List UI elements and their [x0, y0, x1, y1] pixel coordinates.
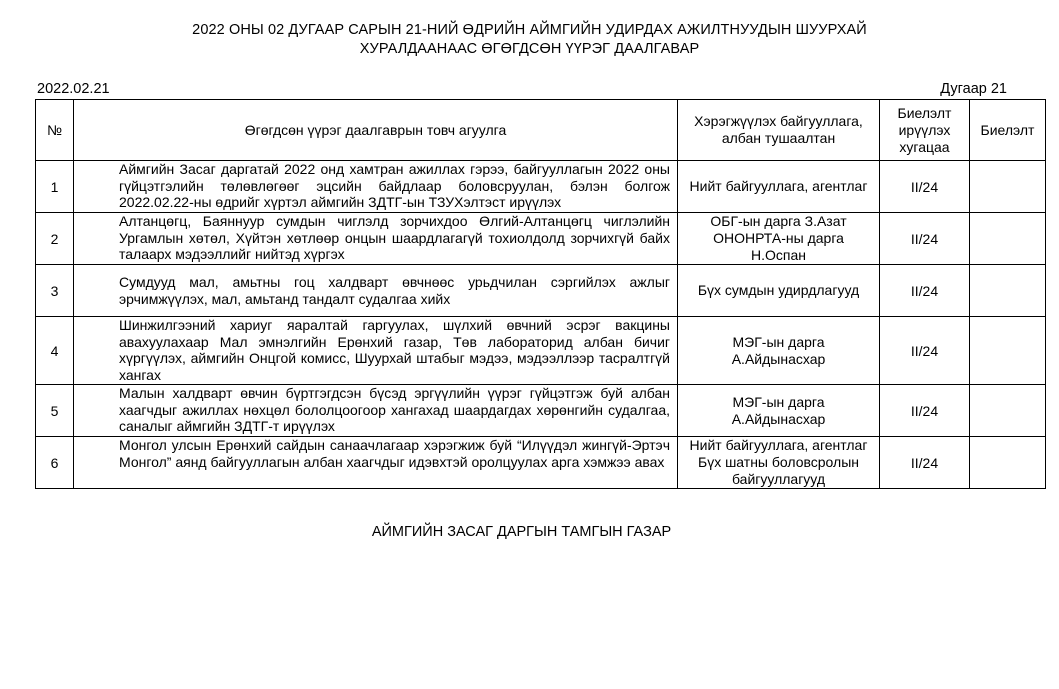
row-number: 6	[36, 437, 74, 489]
table-row	[36, 385, 1046, 437]
table-header-row	[36, 100, 1046, 161]
responsible-line: байгууллагууд	[731, 471, 826, 487]
row-responsible	[678, 161, 880, 213]
table-row	[36, 265, 1046, 317]
row-status	[970, 317, 1046, 385]
row-status	[970, 437, 1046, 489]
table-row	[36, 317, 1046, 385]
header-task: Өгөгдсөн үүрэг даалгаврын товч агуулга	[74, 100, 678, 161]
document-number: Дугаар 21	[940, 81, 1007, 97]
responsible-line: А.Айдынасхар	[731, 410, 826, 427]
task-table	[35, 99, 1046, 489]
title-line-1: 2022 ОНЫ 02 ДУГААР САРЫН 21-НИЙ ӨДРИЙН АЙМГИЙН УДИРДАХ АЖИЛТНУУДЫН ШУУРХАЙ	[192, 22, 867, 38]
row-term: II/24	[880, 437, 970, 489]
row-task: Аймгийн Засаг даргатай 2022 онд хамтран ажиллах гэрээ, байгууллагын 2022 оны гүйцэтгэлийн төлөвлөгөөг эцсийн байдлаар боловсруулан, бэлэн болгож 2022.02.22-ны өдрийг хүртэл аймгийн ЗДТГ-ын ТЗУХэлтэст ирүүлэх	[74, 161, 678, 213]
responsible-line: Бүх сумдын удирдлагууд	[697, 282, 860, 298]
footer-organization: АЙМГИЙН ЗАСАГ ДАРГЫН ТАМГЫН ГАЗАР	[371, 524, 672, 540]
row-task: Сумдууд мал, амьтны гоц халдварт өвчнөөс урьдчилан сэргийлэх ажлыг эрчимжүүлэх, мал, амьтанд тандалт судалгаа хийх	[74, 265, 678, 317]
row-status	[970, 385, 1046, 437]
table-row	[36, 437, 1046, 489]
document-title	[0, 21, 1059, 59]
header-status: Биелэлт	[970, 100, 1046, 161]
row-number: 1	[36, 161, 74, 213]
header-num: №	[36, 100, 74, 161]
responsible-line: МЭГ-ын дарга	[732, 393, 825, 410]
responsible-line: Н.Оспан	[751, 247, 806, 263]
header-term-line: ирүүлэх	[898, 121, 951, 138]
row-number: 3	[36, 265, 74, 317]
document-date: 2022.02.21	[37, 81, 110, 97]
responsible-line: МЭГ-ын дарга	[732, 333, 825, 350]
responsible-line: А.Айдынасхар	[731, 350, 826, 367]
row-number: 2	[36, 213, 74, 265]
row-term: II/24	[880, 317, 970, 385]
row-term: II/24	[880, 213, 970, 265]
table-row	[36, 161, 1046, 213]
row-task: Алтанцөгц, Баяннуур сумдын чиглэлд зорчихдоо Өлгий-Алтанцөгц чиглэлийн Ургамлын хөтөл, Хүйтэн хөтлөөр онцын шаардлагагүй тохиолдолд зорчихгүй байх талаарх мэдээллийг нийтэд хүргэх	[74, 213, 678, 265]
row-responsible	[678, 317, 880, 385]
row-task: Шинжилгээний хариуг яаралтай гаргуулах, шүлхий өвчний эсрэг вакцины авахуулахаар Мал эмнэлгийн Ерөнхий газар, Төв лабораторид албан бичиг хүргүүлэх, аймгийн Онцгой комисс, Шуурхай штабыг мэдээ, мэдээллээр тасралтгүй хангах	[74, 317, 678, 385]
row-status	[970, 265, 1046, 317]
row-number: 5	[36, 385, 74, 437]
row-task: Малын халдварт өвчин бүртгэгдсэн бүсэд эргүүлийн үүрэг гүйцэтгэж буй албан хаагчдыг ажиллах нөхцөл бололцоогоор хангахад шаардагдах хөрөнгийн судалгаа, саналыг аймгийн ЗДТГ-т ирүүлэх	[74, 385, 678, 437]
row-term: II/24	[880, 161, 970, 213]
title-line-2: ХУРАЛДААНААС ӨГӨГДСӨН ҮҮРЭГ ДААЛГАВАР	[359, 41, 700, 57]
table-row	[36, 213, 1046, 265]
header-term-line: хугацаа	[899, 138, 950, 155]
row-term: II/24	[880, 265, 970, 317]
responsible-line: ОНОНРТА-ны дарга	[713, 230, 844, 246]
row-responsible	[678, 213, 880, 265]
responsible-line: ОБГ-ын дарга З.Азат	[710, 213, 847, 229]
header-responsible	[678, 100, 880, 161]
header-term	[880, 100, 970, 161]
row-term: II/24	[880, 385, 970, 437]
responsible-line: Бүх шатны боловсролын	[698, 454, 859, 470]
row-number: 4	[36, 317, 74, 385]
row-responsible	[678, 437, 880, 489]
header-term-line: Биелэлт	[897, 104, 952, 121]
row-responsible	[678, 265, 880, 317]
header-responsible-line: албан тушаалтан	[721, 130, 836, 146]
row-status	[970, 161, 1046, 213]
row-responsible	[678, 385, 880, 437]
responsible-line: Нийт байгууллага, агентлаг	[689, 437, 868, 453]
responsible-line: Нийт байгууллага, агентлаг	[689, 178, 868, 194]
header-responsible-line: Хэрэгжүүлэх байгууллага,	[694, 113, 863, 129]
row-status	[970, 213, 1046, 265]
row-task: Монгол улсын Ерөнхий сайдын санаачлагаар хэрэгжиж буй “Илүүдэл жингүй-Эртэч Монгол” аянд байгууллагын албан хаагчдыг идэвхтэй оролцуулах арга хэмжээ авах	[74, 437, 678, 489]
